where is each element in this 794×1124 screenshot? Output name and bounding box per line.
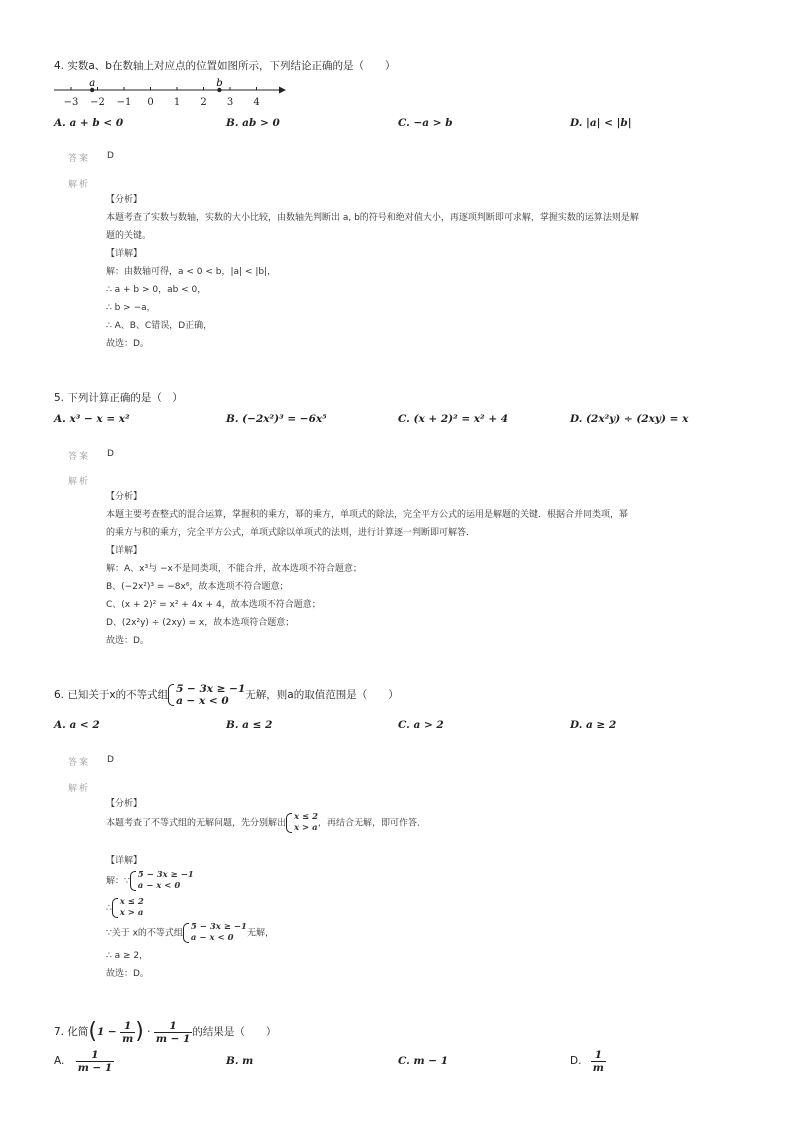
q4-option-d[interactable]: D. |a| < |b| — [570, 117, 632, 129]
q4-line: 故选：D。 — [106, 339, 149, 349]
q4-line: 【详解】 — [106, 249, 143, 259]
q7-frac1 — [120, 1020, 135, 1045]
q6-stem — [54, 683, 399, 707]
q5-analysis-label: 解析 — [68, 477, 91, 487]
q6-analysis-post: ，再结合无解，即可作答． — [318, 818, 427, 829]
q5-answer: D — [107, 449, 114, 459]
denominator: m — [122, 1032, 134, 1045]
option-label: D. — [570, 1055, 582, 1067]
q4-line: 题的关键。 — [106, 231, 152, 241]
q5-line: 【详解】 — [106, 546, 143, 556]
q5-option-b[interactable]: B. (−2x²)³ = −6x⁵ — [226, 413, 327, 425]
q6-detail-4: ∴ a ≥ 2， — [106, 951, 149, 961]
label-a: a — [89, 78, 96, 89]
q4-number-line — [54, 76, 294, 110]
q4-option-a[interactable]: A. a + b < 0 — [54, 117, 124, 129]
numerator: 1 — [76, 1049, 115, 1062]
q6-system-row: a − x < 0 — [176, 695, 229, 707]
q7-stem — [54, 1017, 276, 1047]
system-row: x ≤ 2 — [119, 897, 144, 907]
system-row: x ≤ 2 — [294, 812, 319, 822]
q4-line: 【分析】 — [106, 195, 143, 205]
q6-analysis-system — [286, 812, 318, 834]
numerator: 1 — [591, 1049, 606, 1062]
detail-system — [183, 922, 247, 944]
q5-option-c[interactable]: C. (x + 2)² = x² + 4 — [398, 413, 509, 425]
number-line-tick-label: 4 — [253, 97, 260, 108]
q6-option-c[interactable]: C. a > 2 — [398, 719, 444, 731]
q6-analysis-head: 【分析】 — [106, 799, 143, 809]
q7-dot: · — [147, 1026, 151, 1038]
left-paren-icon: ( — [88, 1019, 97, 1044]
system-row: 5 − 3x ≥ −1 — [137, 870, 194, 880]
q6-detail-5: 故选：D。 — [106, 969, 149, 979]
q5-answer-label: 答案 — [68, 452, 91, 462]
denominator: m − 1 — [155, 1032, 191, 1045]
detail-system — [112, 897, 144, 919]
q6-analysis-label: 解析 — [68, 784, 91, 794]
q6-detail-3 — [106, 922, 274, 944]
q4-line: ∴ b > −a， — [106, 303, 156, 313]
q5-line: B、(−2x²)³ = −8x⁶，故本选项不符合题意； — [106, 582, 289, 592]
number-line-tick-label: −2 — [90, 97, 105, 108]
q4-stem: 4. 实数a、b在数轴上对应点的位置如图所示，下列结论正确的是（ ） — [54, 60, 396, 72]
q6-option-a[interactable]: A. a < 2 — [54, 719, 100, 731]
q6-detail-2 — [106, 897, 144, 919]
q7-stem-pre: 7. 化简 — [54, 1026, 89, 1038]
number-line-tick-label: 2 — [200, 97, 207, 108]
detail-pre: ∵关于 x的不等式组 — [106, 928, 183, 939]
q4-line: 本题考查了实数与数轴，实数的大小比较，由数轴先判断出 a, b的符号和绝对值大小，再逐项判断即可求解，掌握实数的运算法则是解 — [106, 213, 639, 223]
q7-option-d-frac — [591, 1049, 606, 1074]
system-row: a − x < 0 — [137, 881, 181, 891]
q5-line: 的乘方与积的乘方，完全平方公式，单项式除以单项式的法则，进行计算逐一判断即可解答． — [106, 528, 476, 538]
system-row: x > a — [119, 908, 144, 918]
q4-option-c[interactable]: C. −a > b — [398, 117, 453, 129]
detail-system — [130, 870, 194, 892]
q7-one: 1 − — [96, 1026, 117, 1038]
q5-line: C、(x + 2)² = x² + 4x + 4，故本选项不符合题意； — [106, 600, 321, 610]
q6-answer: D — [107, 755, 114, 765]
q6-detail-1 — [106, 870, 194, 892]
q5-option-d[interactable]: D. (2x²y) ÷ (2xy) = x — [570, 413, 689, 425]
q6-stem-post: 无解，则a的取值范围是（ ） — [245, 689, 399, 701]
number-line-tick-label: 1 — [173, 97, 181, 108]
q7-option-c[interactable]: C. m − 1 — [398, 1055, 449, 1067]
q5-line: 解：A、x³与 −x不是同类项，不能合并，故本选项不符合题意； — [106, 564, 362, 574]
q7-stem-post: 的结果是（ ） — [192, 1026, 277, 1038]
q6-analysis-text — [106, 812, 426, 834]
numerator: 1 — [120, 1020, 135, 1033]
q6-answer-label: 答案 — [68, 758, 91, 768]
q7-frac2 — [154, 1020, 193, 1045]
q6-system — [168, 683, 245, 707]
q7-option-a-frac — [76, 1049, 115, 1074]
label-b: b — [216, 78, 223, 89]
q4-analysis-label: 解析 — [68, 180, 91, 190]
q7-option-a[interactable] — [54, 1047, 114, 1075]
q7-option-d[interactable] — [570, 1047, 606, 1075]
q6-system-row: 5 − 3x ≥ −1 — [176, 683, 246, 695]
detail-pre: 解：∵ — [106, 876, 130, 887]
detail-pre: ∴ — [106, 903, 112, 914]
denominator: m − 1 — [77, 1061, 113, 1074]
q5-stem: 5. 下列计算正确的是（ ） — [54, 392, 183, 404]
q5-line: 故选：D。 — [106, 636, 149, 646]
q6-detail-head: 【详解】 — [106, 856, 143, 866]
q7-option-b[interactable]: B. m — [226, 1055, 254, 1067]
numerator: 1 — [154, 1020, 193, 1033]
q4-answer-label: 答案 — [68, 154, 91, 164]
number-line-tick-label: −1 — [116, 97, 132, 108]
number-line-tick-label: 0 — [147, 97, 154, 108]
detail-post: 无解， — [246, 928, 274, 939]
q6-stem-pre: 6. 已知关于x的不等式组 — [54, 689, 169, 701]
q4-line: ∴ a + b > 0，ab < 0， — [106, 285, 207, 295]
right-paren-icon: ) — [135, 1019, 144, 1044]
system-row: x > a — [294, 823, 318, 833]
q5-line: 本题主要考查整式的混合运算，掌握积的乘方，幂的乘方，单项式的除法，完全平方公式的运用是解题的关键．根据合并同类项，幂 — [106, 510, 629, 520]
option-label: A. — [54, 1055, 65, 1067]
q6-option-d[interactable]: D. a ≥ 2 — [570, 719, 617, 731]
q6-analysis-pre: 本题考查了不等式组的无解问题，先分别解出 — [106, 818, 287, 829]
q5-option-a[interactable]: A. x³ − x = x² — [54, 413, 130, 425]
q4-option-b[interactable]: B. ab > 0 — [226, 117, 280, 129]
number-line-tick-label: 3 — [226, 97, 234, 108]
q4-line: 解：由数轴可得，a < 0 < b，|a| < |b|， — [106, 267, 277, 277]
q6-option-b[interactable]: B. a ≤ 2 — [226, 719, 273, 731]
system-row: a − x < 0 — [190, 933, 234, 943]
number-line-tick-label: −3 — [63, 97, 79, 108]
q4-line: ∴ A、B、C错误，D正确， — [106, 321, 213, 331]
q4-answer: D — [107, 151, 114, 161]
denominator: m — [592, 1061, 604, 1074]
q5-line: D、(2x²y) ÷ (2xy) = x，故本选项符合题意； — [106, 618, 295, 628]
system-row: 5 − 3x ≥ −1 — [190, 922, 247, 932]
q5-line: 【分析】 — [106, 492, 143, 502]
